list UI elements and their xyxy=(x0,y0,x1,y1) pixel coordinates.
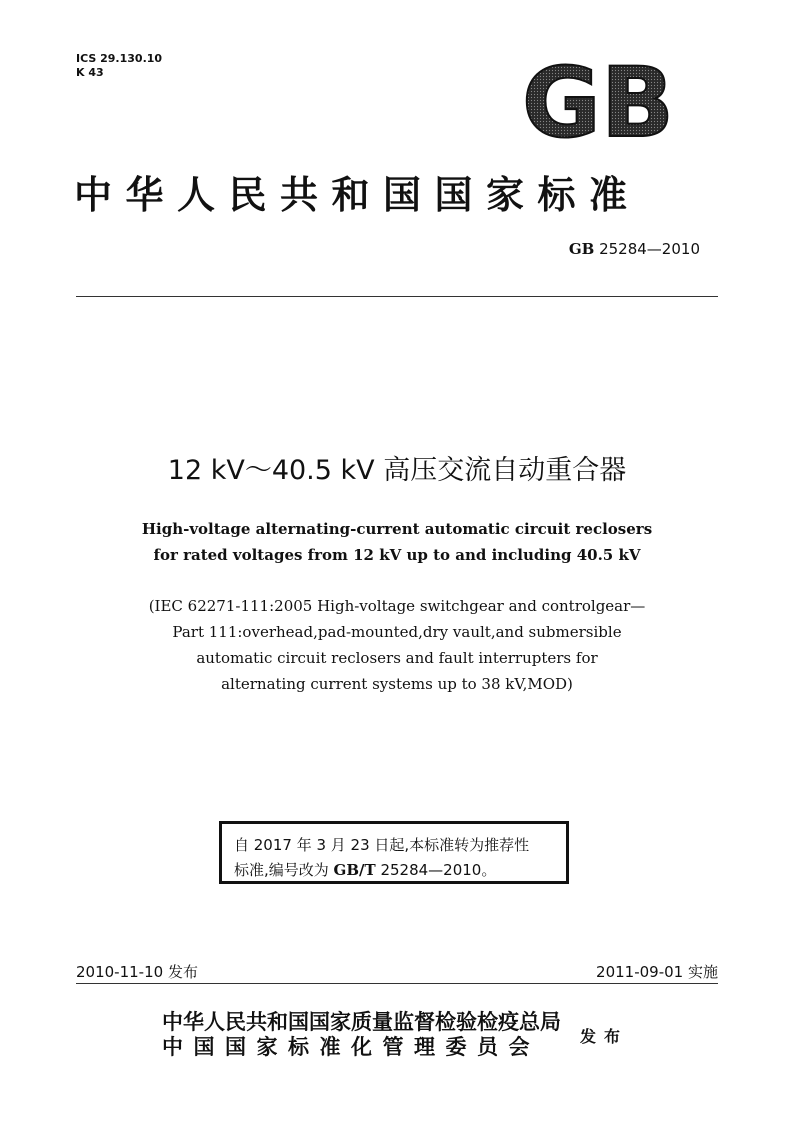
bottom-divider xyxy=(76,983,718,984)
issuing-bodies xyxy=(162,1010,561,1060)
ccs-code: K 43 xyxy=(76,66,104,79)
national-standard-title: 中华人民共和国国家标准 xyxy=(74,173,641,217)
gb-logo-text: GB xyxy=(522,60,674,142)
iec-line: (IEC 62271-111:2005 High-voltage switchgear and controlgear— xyxy=(148,597,646,615)
standard-code: 25284—2010 xyxy=(599,240,700,258)
standard-prefix: GB xyxy=(568,240,595,258)
notice-box xyxy=(219,821,569,884)
top-divider xyxy=(76,296,718,297)
english-title xyxy=(0,516,794,568)
issue-date: 2010-11-10 发布 xyxy=(76,963,198,981)
notice-code: GB/T xyxy=(333,861,376,879)
publish-label: 发布 xyxy=(580,1027,629,1046)
english-title-line: for rated voltages from 12 kV up to and including 40.5 kV xyxy=(153,546,641,564)
issuer-line-1: 中华人民共和国国家质量监督检验检疫总局 xyxy=(162,1010,561,1034)
gb-logo xyxy=(518,60,678,142)
notice-text-end: 25284—2010。 xyxy=(375,861,497,879)
issuer-line-2: 中国国家标准化管理委员会 xyxy=(162,1035,540,1059)
iec-reference xyxy=(0,593,794,697)
implementation-date: 2011-09-01 实施 xyxy=(596,963,718,981)
notice-line-1: 自 2017 年 3 月 23 日起,本标准转为推荐性 xyxy=(234,836,530,854)
ics-code: ICS 29.130.10 xyxy=(76,52,163,65)
iec-line: automatic circuit reclosers and fault interrupters for xyxy=(196,649,598,667)
english-title-line: High-voltage alternating-current automatic circuit reclosers xyxy=(141,520,653,538)
iec-line: Part 111:overhead,pad-mounted,dry vault,and submersible xyxy=(172,623,622,641)
standard-number xyxy=(569,240,700,258)
chinese-title: 12 kV～40.5 kV 高压交流自动重合器 xyxy=(167,455,627,486)
notice-line-2 xyxy=(234,858,566,883)
classification-codes xyxy=(76,52,162,80)
notice-text: 标准,编号改为 xyxy=(234,861,334,879)
iec-line: alternating current systems up to 38 kV,MOD) xyxy=(221,675,573,693)
